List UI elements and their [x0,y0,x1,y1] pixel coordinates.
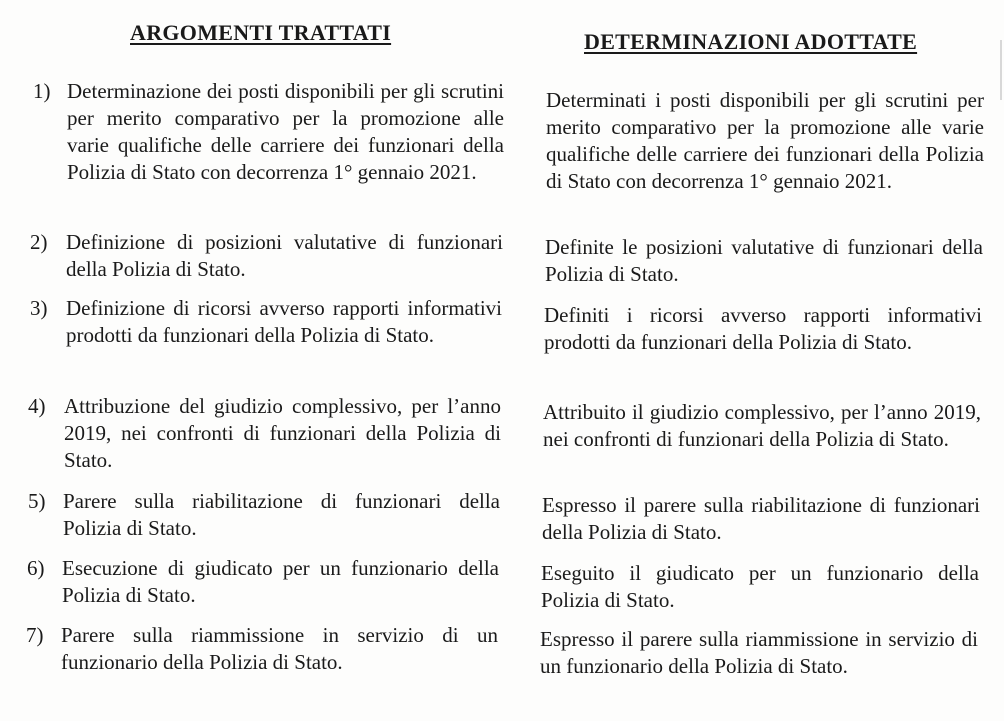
topic-text: Definizione di ricorsi avverso rapporti informativi prodotti da funzionari della Polizia di Stato. [66,296,502,347]
topic-text: Attribuzione del giudizio complessivo, per l’anno 2019, nei confronti di funzionari della Polizia di Stato. [64,394,501,472]
determination-3: Definiti i ricorsi avverso rapporti informativi prodotti da funzionari della Polizia di Stato. [544,303,982,354]
determination-7: Espresso il parere sulla riammissione in servizio di un funzionario della Polizia di Stato. [540,627,978,678]
topic-number: 4) [28,394,46,418]
topic-number: 6) [27,556,45,580]
topic-text: Esecuzione di giudicato per un funzionario della Polizia di Stato. [62,556,499,607]
heading-determinazioni-adottate: DETERMINAZIONI ADOTTATE [584,29,918,54]
determination-4: Attribuito il giudizio complessivo, per l’anno 2019, nei confronti di funzionari della Polizia di Stato. [543,400,981,451]
determination-1: Determinati i posti disponibili per gli scrutini per merito comparativo per la promozione alle varie qualifiche delle carriere dei funzionari della Polizia di Stato con decorrenza 1° gennaio 2021. [546,88,984,193]
topic-number: 5) [28,489,46,513]
topic-text: Parere sulla riabilitazione di funzionari della Polizia di Stato. [63,489,500,540]
determination-2: Definite le posizioni valutative di funzionari della Polizia di Stato. [545,235,983,286]
topic-text: Parere sulla riammissione in servizio di un funzionario della Polizia di Stato. [61,623,498,674]
heading-argomenti-trattati: ARGOMENTI TRATTATI [130,20,392,45]
topic-number: 7) [26,623,44,647]
topic-text: Definizione di posizioni valutative di funzionari della Polizia di Stato. [66,230,503,281]
topic-number: 3) [30,296,48,320]
scan-edge-mark [1000,40,1002,100]
determination-5: Espresso il parere sulla riabilitazione di funzionari della Polizia di Stato. [542,493,980,544]
determination-6: Eseguito il giudicato per un funzionario della Polizia di Stato. [541,561,979,612]
topic-text: Determinazione dei posti disponibili per gli scrutini per merito comparativo per la promozione alle varie qualifiche delle carriere dei funzionari della Polizia di Stato con decorrenza 1° gennaio 2021. [67,79,504,184]
topic-number: 1) [33,79,51,103]
topic-number: 2) [30,230,48,254]
